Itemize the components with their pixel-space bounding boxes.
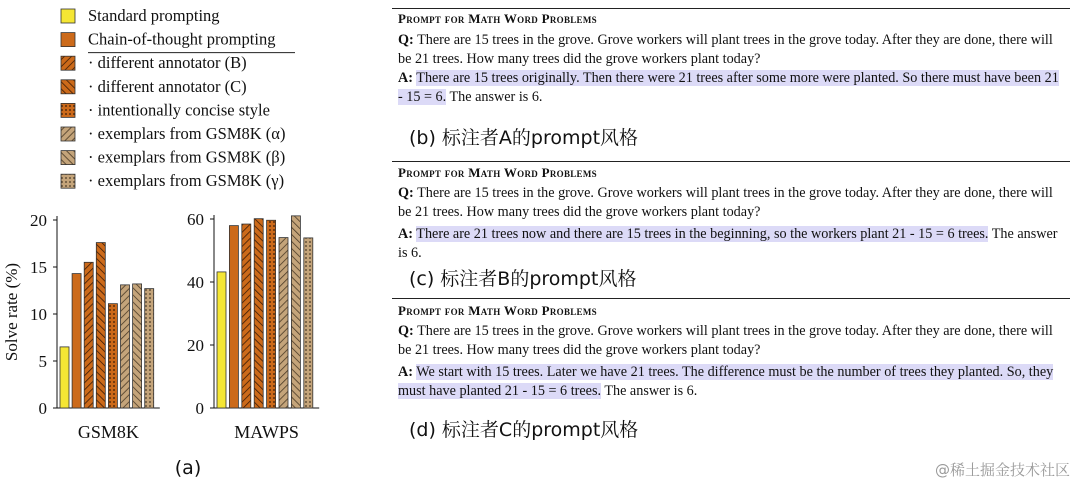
bar [84, 262, 93, 408]
y-tick-label: 60 [187, 210, 204, 229]
bar [279, 238, 288, 408]
legend-label: Chain-of-thought prompting [88, 29, 276, 49]
bar [96, 243, 105, 408]
question-text [398, 31, 1064, 69]
figure-label-a: (a) [174, 457, 202, 479]
y-axis-label: Solve rate (%) [2, 262, 21, 362]
answer-highlight: There are 21 trees now and there are 15 trees in the beginning, so the workers plant 21 - 15 = 6 trees. [416, 226, 989, 242]
watermark: @稀土掘金技术社区 [934, 461, 1070, 479]
legend-label: · exemplars from GSM8K (γ) [88, 171, 285, 191]
legend-swatch [61, 33, 75, 47]
answer-text [398, 363, 1064, 401]
bar [108, 304, 117, 408]
panel-top-rule [392, 161, 1070, 162]
prompt-panel-d [392, 298, 1070, 448]
q-label: Q: [398, 32, 414, 48]
bar [304, 238, 313, 408]
bar [267, 220, 276, 408]
bar [72, 274, 81, 408]
bar [60, 347, 69, 408]
legend-label: · exemplars from GSM8K (β) [88, 147, 286, 167]
caption-d: (d) 标注者C的prompt风格 [409, 419, 639, 441]
q-label: Q: [398, 185, 414, 201]
panel-heading: Prompt for Math Word Problems [398, 165, 597, 180]
bar [145, 289, 154, 408]
a-label: A: [398, 70, 413, 86]
answer-rest: The answer is 6. [601, 383, 698, 399]
q-body: There are 15 trees in the grove. Grove workers will plant trees in the grove today. After they are done, there will be 21 trees. How many trees did the grove workers plant today? [398, 32, 1053, 67]
answer-text [398, 225, 1064, 263]
legend-swatch [61, 127, 75, 141]
legend-swatch [61, 80, 75, 94]
y-tick-label: 0 [38, 399, 47, 418]
legend-swatch [61, 9, 75, 23]
a-label: A: [398, 226, 413, 242]
panel-heading: Prompt for Math Word Problems [398, 303, 597, 318]
bar [291, 216, 300, 408]
y-tick-label: 15 [30, 258, 47, 277]
chart-gsm8k [30, 211, 160, 442]
caption-b: (b) 标注者A的prompt风格 [409, 127, 639, 149]
figure-a [0, 0, 390, 494]
legend-swatch [61, 56, 75, 70]
answer-text [398, 69, 1064, 107]
caption-c: (c) 标注者B的prompt风格 [409, 268, 637, 290]
panel-top-rule [392, 298, 1070, 299]
chart-legend [61, 6, 295, 190]
bar [242, 224, 251, 408]
y-tick-label: 0 [195, 399, 204, 418]
q-body: There are 15 trees in the grove. Grove workers will plant trees in the grove today. After they are done, there will be 21 trees. How many trees did the grove workers plant today? [398, 323, 1053, 358]
y-tick-label: 10 [30, 305, 47, 324]
prompt-panel-c [392, 161, 1070, 291]
legend-swatch [61, 103, 75, 117]
answer-highlight: We start with 15 trees. Later we have 21 trees. The difference must be the number of trees they planted. So, they must have planted 21 - 15 = 6 trees. [398, 364, 1054, 399]
a-label: A: [398, 364, 413, 380]
legend-swatch [61, 151, 75, 165]
legend-label: · intentionally concise style [88, 100, 270, 120]
bar [229, 226, 238, 408]
y-tick-label: 20 [30, 211, 47, 230]
bar [121, 285, 130, 408]
x-axis-label: MAWPS [234, 422, 299, 442]
q-body: There are 15 trees in the grove. Grove workers will plant trees in the grove today. After they are done, there will be 21 trees. How many trees did the grove workers plant today? [398, 185, 1053, 220]
legend-label: · different annotator (B) [88, 53, 247, 73]
bar [133, 284, 142, 408]
legend-label: · different annotator (C) [88, 76, 247, 96]
y-tick-label: 40 [187, 273, 204, 292]
y-tick-label: 20 [187, 336, 204, 355]
legend-swatch [61, 174, 75, 188]
answer-rest: The answer is 6. [398, 226, 1058, 261]
chart-mawps [187, 210, 319, 442]
answer-highlight: There are 15 trees originally. Then there were 21 trees after some more were planted. So there must have been 21 - 15 = 6. [398, 70, 1059, 105]
bar [254, 219, 263, 408]
legend-label: Standard prompting [88, 6, 220, 25]
answer-rest: The answer is 6. [446, 89, 543, 105]
panel-heading: Prompt for Math Word Problems [398, 11, 597, 26]
legend-label: · exemplars from GSM8K (α) [88, 124, 286, 143]
x-axis-label: GSM8K [77, 422, 139, 442]
question-text [398, 322, 1064, 360]
panel-top-rule [392, 8, 1070, 9]
y-tick-label: 5 [38, 352, 47, 371]
q-label: Q: [398, 323, 414, 339]
question-text [398, 184, 1064, 222]
prompt-panel-b [392, 8, 1070, 148]
bar [217, 272, 226, 408]
